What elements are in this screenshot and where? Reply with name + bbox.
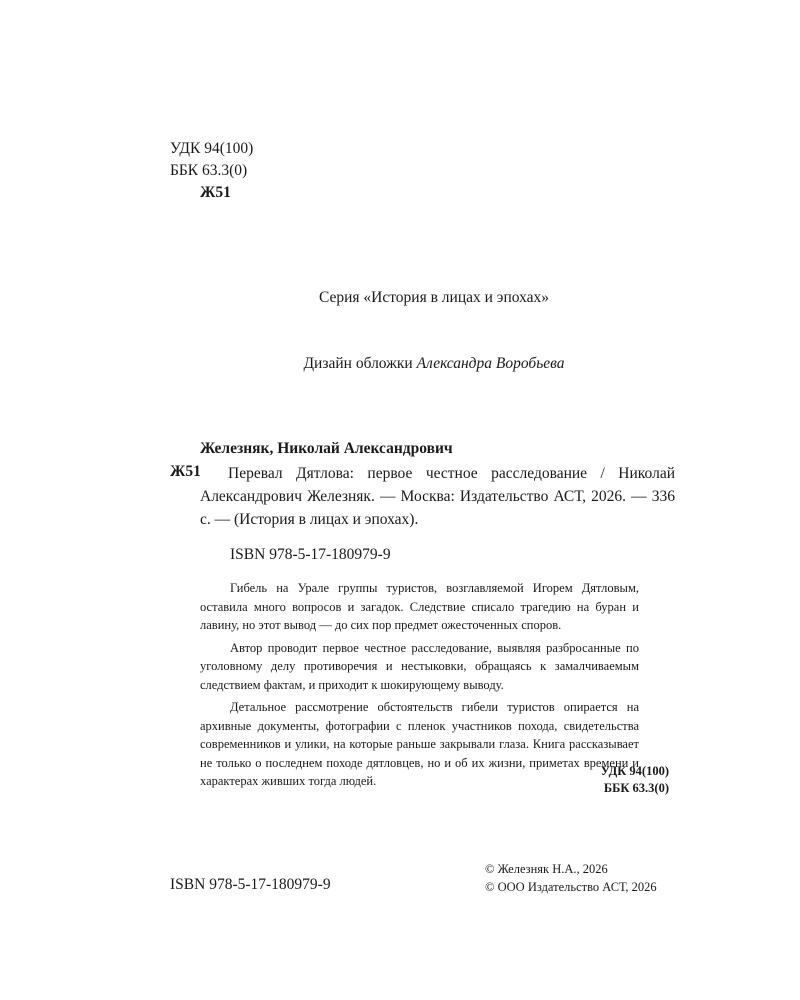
series-title: Серия «История в лицах и эпохах» (318, 289, 550, 306)
bbk-code: ББК 63.3(0) (170, 162, 248, 179)
bottom-isbn: ISBN 978-5-17-180979-9 (170, 876, 331, 893)
annotation-bbk: ББК 63.3(0) (603, 781, 669, 795)
udk-code: УДК 94(100) (170, 140, 254, 157)
copyright-author: © Железняк Н.А., 2026 (485, 862, 608, 876)
classification-block (170, 138, 253, 204)
annotation-paragraph: Гибель на Урале группы туристов, возглавляемой Игорем Дятловым, оставила много вопросов и загадок. Следствие списало трагедию на буран и лавину, но этот вывод — до сих пор предмет ожесточенных споров. (200, 581, 639, 632)
cover-design-label: Дизайн обложки (303, 355, 413, 372)
author-sign: Ж51 (200, 184, 231, 201)
copyright-block (485, 861, 657, 896)
annotation-paragraph: Детальное рассмотрение обстоятельств гибели туристов опирается на архивные документы, фотографии с пленок участников похода, свидетельства современников и улики, на которые раньше закрывали глаза. Книга рассказывает не только о последнем походе дятловцев, но и об их жизни, приметах времени и характерах живших тогда людей. (200, 700, 639, 788)
cover-designer-name: Александра Воробьева (416, 355, 565, 372)
copyright-publisher: © ООО Издательство АСТ, 2026 (485, 879, 657, 894)
record-index: Ж51 (170, 463, 201, 480)
annotation-codes (470, 763, 669, 797)
annotation-udk: УДК 94(100) (600, 764, 669, 778)
record-author: Железняк, Николай Александрович (200, 440, 453, 457)
annotation-paragraph: Автор проводит первое честное расследование, выявляя разбросанные по уголовному делу противоречия и нестыковки, обращаясь к замалчиваемым следствием фактам, и приходит к шокирующему выводу. (200, 640, 639, 692)
cover-design-credit (0, 355, 800, 373)
record-isbn: ISBN 978-5-17-180979-9 (230, 546, 391, 563)
record-description (200, 462, 675, 531)
record-description-text: Перевал Дятлова: первое честное расследование / Николай Александрович Железняк. — Москва: Издательство АСТ, 2026. — 336 с. — (История в лицах и эпохах). (200, 465, 675, 528)
